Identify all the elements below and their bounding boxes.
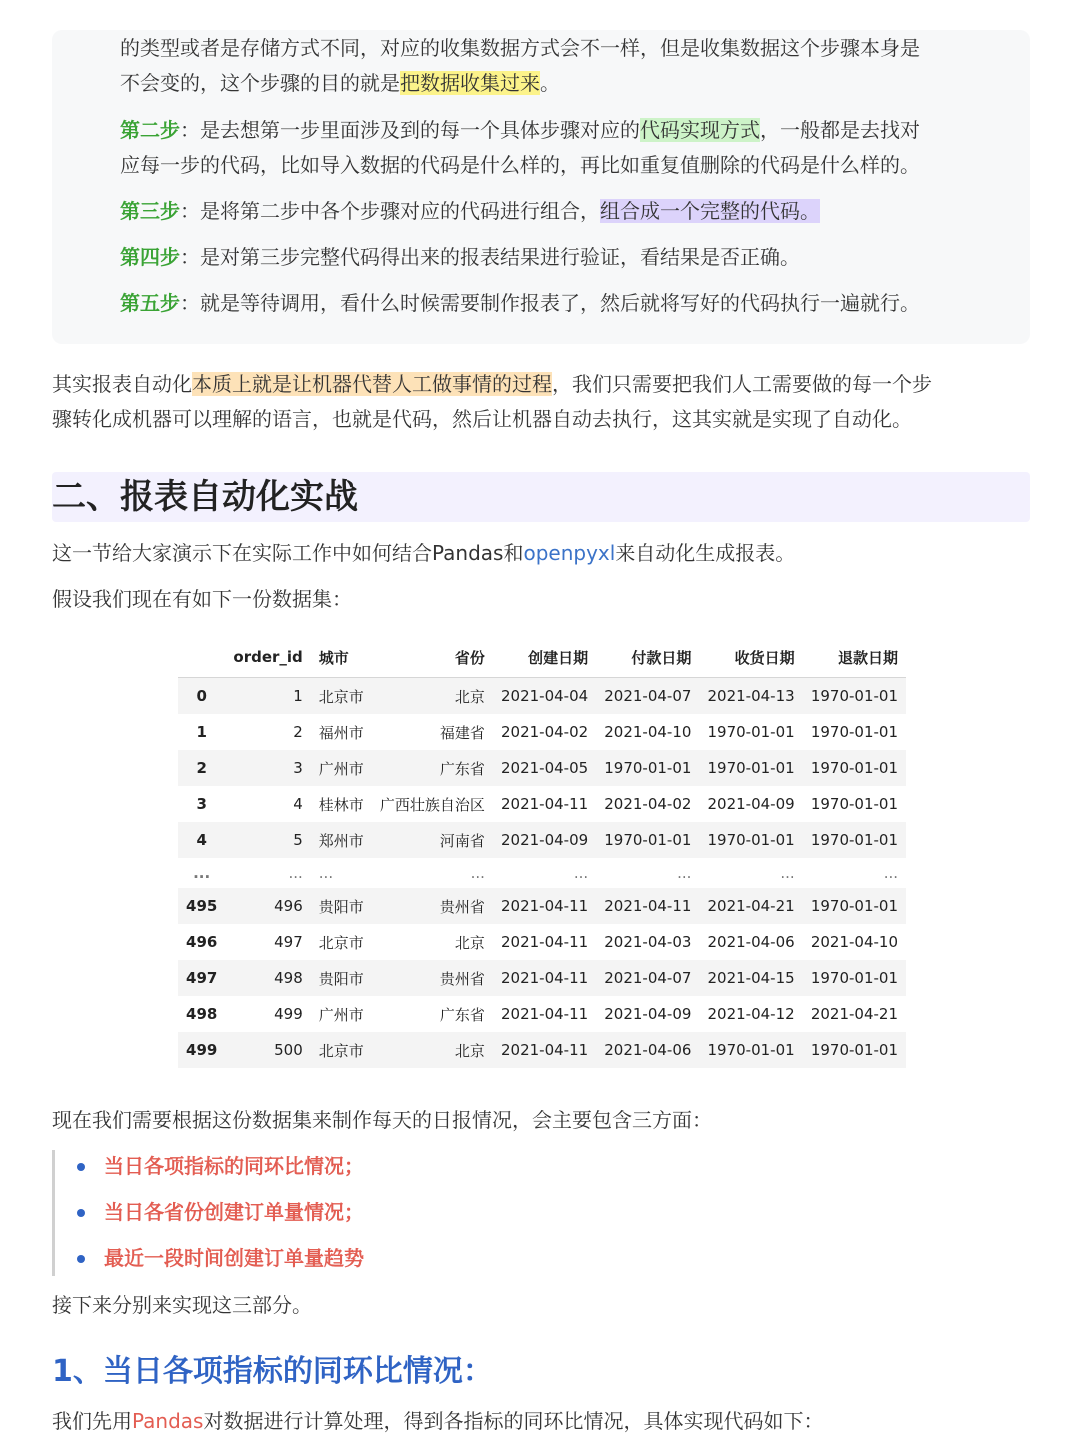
cell: 贵阳市 bbox=[311, 888, 372, 924]
cell: 498 bbox=[178, 996, 225, 1032]
cell: 2021-04-15 bbox=[699, 960, 802, 996]
cell: 北京 bbox=[372, 924, 493, 960]
cell: 河南省 bbox=[372, 822, 493, 858]
cell: 广东省 bbox=[372, 996, 493, 1032]
step-4-label: 第四步 bbox=[120, 245, 180, 269]
openpyxl-link[interactable]: openpyxl bbox=[523, 541, 616, 565]
cell: 2021-04-11 bbox=[493, 1032, 596, 1068]
cell: ... bbox=[178, 858, 225, 888]
highlight-code-impl: 代码实现方式 bbox=[640, 118, 760, 142]
bullet-dot bbox=[77, 1255, 85, 1263]
cell: 1970-01-01 bbox=[699, 1032, 802, 1068]
cell: 2021-04-11 bbox=[493, 960, 596, 996]
cell: 2 bbox=[293, 723, 303, 741]
para-next: 接下来分别来实现这三部分。 bbox=[52, 1293, 312, 1317]
highlight-collect-data: 把数据收集过来 bbox=[400, 71, 540, 95]
cell: 2021-04-11 bbox=[493, 924, 596, 960]
cell: 2021-04-07 bbox=[596, 960, 699, 996]
cell: 2021-04-09 bbox=[493, 822, 596, 858]
table-row bbox=[178, 996, 906, 1032]
step-2-line-1: 第二步：是去想第一步里面涉及到的每一个具体步骤对应的代码实现方式，一般都是去找对 bbox=[120, 118, 920, 142]
table-row bbox=[178, 750, 906, 786]
header-province: 省份 bbox=[372, 637, 493, 678]
cell: 2021-04-02 bbox=[604, 795, 692, 813]
cell: 1970-01-01 bbox=[803, 678, 906, 715]
cell: 2021-04-05 bbox=[493, 750, 596, 786]
header-index bbox=[178, 637, 225, 678]
cell: 2021-04-12 bbox=[699, 996, 802, 1032]
cell: 2 bbox=[178, 750, 225, 786]
header-city: 城市 bbox=[311, 637, 372, 678]
cell: 2021-04-11 bbox=[493, 888, 596, 924]
table-row bbox=[178, 924, 906, 960]
cell: 2021-04-11 bbox=[596, 888, 699, 924]
cell: 北京市 bbox=[311, 924, 372, 960]
para-report-needs: 现在我们需要根据这份数据集来制作每天的日报情况，会主要包含三方面： bbox=[52, 1108, 712, 1132]
table-row bbox=[178, 786, 906, 822]
cell: 499 bbox=[178, 1032, 225, 1068]
cell: 北京 bbox=[372, 678, 493, 715]
cell: 1 bbox=[225, 678, 310, 715]
cell: 广州市 bbox=[311, 750, 372, 786]
cell: 1970-01-01 bbox=[810, 723, 898, 741]
cell: 1970-01-01 bbox=[596, 822, 699, 858]
cell: 2021-04-09 bbox=[707, 795, 795, 813]
cell: 5 bbox=[225, 822, 310, 858]
cell: 498 bbox=[225, 960, 310, 996]
cell: 2021-04-11 bbox=[493, 996, 596, 1032]
cell: 496 bbox=[178, 924, 225, 960]
cell: 广西壮族自治区 bbox=[379, 795, 485, 814]
cell: 499 bbox=[225, 996, 310, 1032]
cell: 1 bbox=[196, 723, 207, 741]
subheading-yoy: 1、当日各项指标的同环比情况： bbox=[52, 1354, 493, 1389]
cell: 2021-04-10 bbox=[604, 723, 692, 741]
cell: 2021-04-11 bbox=[500, 795, 589, 813]
cell: 1970-01-01 bbox=[699, 750, 802, 786]
cell: 1970-01-01 bbox=[810, 795, 898, 813]
para-essence-line-1: 其实报表自动化本质上就是让机器代替人工做事情的过程，我们只需要把我们人工需要做的每一个步 bbox=[52, 372, 932, 396]
bullet-dot bbox=[77, 1163, 85, 1171]
intro-line-1: 的类型或者是存储方式不同，对应的收集数据方式会不一样，但是收集数据这个步骤本身是 bbox=[120, 36, 920, 60]
cell: 2021-04-06 bbox=[699, 924, 802, 960]
cell: 495 bbox=[178, 888, 225, 924]
intro-line-2: 不会变的，这个步骤的目的就是把数据收集过来。 bbox=[120, 71, 560, 95]
table-row bbox=[178, 1032, 906, 1068]
cell: 2021-04-07 bbox=[596, 678, 699, 715]
cell: 1970-01-01 bbox=[803, 888, 906, 924]
cell: 广东省 bbox=[372, 750, 493, 786]
cell: ... bbox=[493, 858, 596, 888]
cell: 桂林市 bbox=[318, 795, 364, 814]
cell: 福州市 bbox=[318, 723, 364, 742]
quote-bar bbox=[52, 1150, 55, 1276]
header-pay-date: 付款日期 bbox=[596, 637, 699, 678]
cell: 广州市 bbox=[311, 996, 372, 1032]
cell: 郑州市 bbox=[311, 822, 372, 858]
step-2-line-2: 应每一步的代码，比如导入数据的代码是什么样的，再比如重复值删除的代码是什么样的。 bbox=[120, 153, 920, 177]
cell: 1970-01-01 bbox=[803, 822, 906, 858]
step-5-label: 第五步 bbox=[120, 291, 180, 315]
cell: 2021-04-21 bbox=[699, 888, 802, 924]
cell: ... bbox=[372, 858, 493, 888]
cell: 北京 bbox=[372, 1032, 493, 1068]
cell: 3 bbox=[225, 750, 310, 786]
cell: 2021-04-04 bbox=[493, 678, 596, 715]
bullet-item-1: 当日各项指标的同环比情况； bbox=[104, 1154, 364, 1178]
cell: 497 bbox=[178, 960, 225, 996]
step-2-label: 第二步 bbox=[120, 118, 180, 142]
para-dataset: 假设我们现在有如下一份数据集： bbox=[52, 587, 352, 611]
cell: 2021-04-21 bbox=[803, 996, 906, 1032]
table-row bbox=[178, 714, 906, 750]
step-3-line: 第三步：是将第二步中各个步骤对应的代码进行组合，组合成一个完整的代码。 bbox=[120, 199, 820, 223]
header-create-date: 创建日期 bbox=[493, 637, 596, 678]
pandas-link[interactable]: Pandas bbox=[132, 1409, 204, 1433]
table-row bbox=[178, 960, 906, 996]
cell: ... bbox=[311, 858, 372, 888]
cell: 2021-04-03 bbox=[596, 924, 699, 960]
table-row-ellipsis bbox=[178, 858, 906, 888]
header-receive-date: 收货日期 bbox=[699, 637, 802, 678]
cell: 福建省 bbox=[439, 723, 485, 742]
table-row bbox=[178, 888, 906, 924]
dataset-table bbox=[178, 637, 906, 1068]
table-header-row bbox=[178, 637, 906, 678]
cell: ... bbox=[225, 858, 310, 888]
cell: 北京市 bbox=[311, 678, 372, 715]
cell: 贵州省 bbox=[372, 888, 493, 924]
section-title: 二、报表自动化实战 bbox=[52, 477, 358, 517]
cell: 2021-04-09 bbox=[596, 996, 699, 1032]
table-row bbox=[178, 822, 906, 858]
bullet-dot bbox=[77, 1209, 85, 1217]
cell: 1970-01-01 bbox=[803, 1032, 906, 1068]
cell: ... bbox=[803, 858, 906, 888]
cell: 0 bbox=[178, 678, 225, 715]
cell: 北京市 bbox=[311, 1032, 372, 1068]
step-5-line: 第五步：就是等待调用，看什么时候需要制作报表了，然后就将写好的代码执行一遍就行。 bbox=[120, 291, 920, 315]
cell: 4 bbox=[178, 822, 225, 858]
cell: 4 bbox=[293, 795, 303, 813]
cell: 2021-04-13 bbox=[699, 678, 802, 715]
bullet-item-2: 当日各省份创建订单量情况； bbox=[104, 1200, 364, 1224]
header-order-id: order_id bbox=[225, 637, 310, 678]
cell: 1970-01-01 bbox=[707, 723, 795, 741]
cell: 2021-04-10 bbox=[803, 924, 906, 960]
cell: 497 bbox=[225, 924, 310, 960]
cell: ... bbox=[699, 858, 802, 888]
cell: 1970-01-01 bbox=[803, 960, 906, 996]
cell: 1970-01-01 bbox=[596, 750, 699, 786]
cell: ... bbox=[596, 858, 699, 888]
cell: 贵阳市 bbox=[311, 960, 372, 996]
cell: 1970-01-01 bbox=[699, 822, 802, 858]
cell: 496 bbox=[225, 888, 310, 924]
header-refund-date: 退款日期 bbox=[803, 637, 906, 678]
step-3-label: 第三步 bbox=[120, 199, 180, 223]
cell: 3 bbox=[196, 795, 207, 813]
step-4-line: 第四步：是对第三步完整代码得出来的报表结果进行验证，看结果是否正确。 bbox=[120, 245, 800, 269]
highlight-essence: 本质上就是让机器代替人工做事情的过程 bbox=[192, 372, 552, 396]
table-row bbox=[178, 678, 906, 715]
para-pandas: 我们先用Pandas对数据进行计算处理，得到各指标的同环比情况，具体实现代码如下： bbox=[52, 1409, 824, 1433]
highlight-complete-code: 组合成一个完整的代码。 bbox=[600, 199, 820, 223]
bullet-item-3: 最近一段时间创建订单量趋势 bbox=[104, 1246, 364, 1270]
cell: 贵州省 bbox=[372, 960, 493, 996]
cell: 1970-01-01 bbox=[803, 750, 906, 786]
para-essence-line-2: 骤转化成机器可以理解的语言，也就是代码，然后让机器自动去执行，这其实就是实现了自动化。 bbox=[52, 407, 912, 431]
cell: 500 bbox=[225, 1032, 310, 1068]
cell: 2021-04-02 bbox=[500, 723, 589, 741]
para-intro: 这一节给大家演示下在实际工作中如何结合Pandas和openpyxl来自动化生成报表。 bbox=[52, 541, 796, 565]
cell: 2021-04-06 bbox=[596, 1032, 699, 1068]
